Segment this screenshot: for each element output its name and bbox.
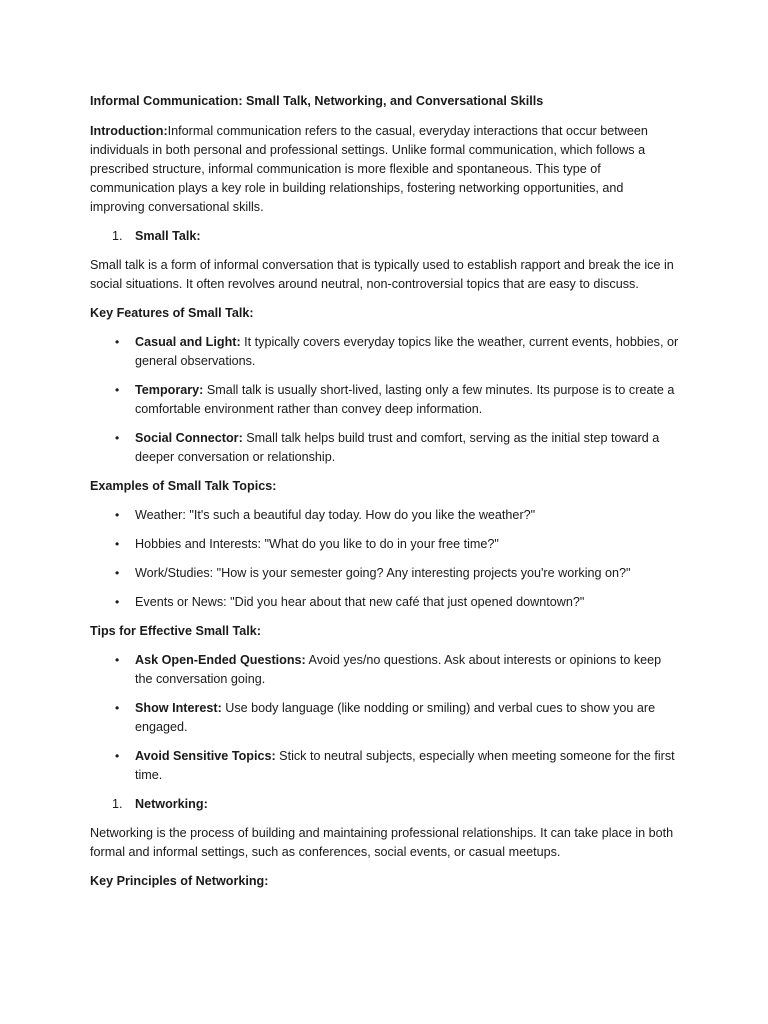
- item-text: Work/Studies: "How is your semester going? Any interesting projects you're working on?": [135, 566, 631, 580]
- section-small-talk-heading: [90, 227, 680, 246]
- item-term: Avoid Sensitive Topics:: [135, 749, 276, 763]
- list-item: [90, 506, 680, 525]
- tips-heading: Tips for Effective Small Talk:: [90, 624, 261, 638]
- item-text: Small talk helps build trust and comfort, serving as the initial step toward a deeper conversation or relationship.: [135, 431, 660, 464]
- networking-paragraph: Networking is the process of building and maintaining professional relationships. It can take place in both formal and informal settings, such as conferences, social events, or casual meetups.: [90, 826, 674, 859]
- item-text: Weather: "It's such a beautiful day today. How do you like the weather?": [135, 508, 536, 522]
- list-item: [90, 747, 680, 785]
- list-item: [90, 429, 680, 467]
- list-item: [90, 651, 680, 689]
- small-talk-paragraph: Small talk is a form of informal conversation that is typically used to establish rapport and break the ice in social situations. It often revolves around neutral, non-controversial topics that are easy to discuss.: [90, 258, 674, 291]
- examples-heading: Examples of Small Talk Topics:: [90, 479, 277, 493]
- item-term: Social Connector:: [135, 431, 243, 445]
- intro-label: Introduction:: [90, 124, 168, 138]
- bullet-icon: •: [115, 566, 120, 580]
- bullet-icon: •: [115, 537, 120, 551]
- list-item: [90, 333, 680, 371]
- item-text: Events or News: "Did you hear about that new café that just opened downtown?": [135, 595, 585, 609]
- list-item: [90, 593, 680, 612]
- bullet-icon: •: [115, 335, 120, 349]
- item-term: Casual and Light:: [135, 335, 241, 349]
- item-text: Small talk is usually short-lived, lasting only a few minutes. Its purpose is to create a comfortable environment rather than convey deep information.: [135, 383, 675, 416]
- bullet-icon: •: [115, 749, 120, 763]
- document-title: Informal Communication: Small Talk, Networking, and Conversational Skills: [90, 94, 544, 108]
- bullet-icon: •: [115, 595, 120, 609]
- list-number: 1.: [112, 797, 123, 811]
- item-text: It typically covers everyday topics like the weather, current events, hobbies, or general observations.: [135, 335, 679, 368]
- item-term: Ask Open-Ended Questions:: [135, 653, 306, 667]
- item-text: Use body language (like nodding or smiling) and verbal cues to show you are engaged.: [135, 701, 656, 734]
- examples-list: [90, 506, 680, 612]
- section-label: Networking:: [135, 797, 208, 811]
- bullet-icon: •: [115, 383, 120, 397]
- list-item: [90, 381, 680, 419]
- section-networking-heading: [90, 795, 680, 814]
- list-item: [90, 699, 680, 737]
- intro-paragraph: [90, 122, 680, 217]
- item-text: Avoid yes/no questions. Ask about interests or opinions to keep the conversation going.: [135, 653, 662, 686]
- bullet-icon: •: [115, 653, 120, 667]
- item-term: Show Interest:: [135, 701, 222, 715]
- item-text: Stick to neutral subjects, especially when meeting someone for the first time.: [135, 749, 675, 782]
- list-number: 1.: [112, 229, 123, 243]
- intro-text: Informal communication refers to the casual, everyday interactions that occur between individuals in both personal and professional settings. Unlike formal communication, which follows a prescribed structure, informal communication is more flexible and spontaneous. This type of communication plays a key role in building relationships, fostering networking opportunities, and improving conversational skills.: [90, 124, 648, 214]
- features-list: [90, 333, 680, 467]
- bullet-icon: •: [115, 431, 120, 445]
- document-page: [90, 92, 680, 901]
- principles-heading: Key Principles of Networking:: [90, 874, 269, 888]
- features-heading: Key Features of Small Talk:: [90, 306, 254, 320]
- item-text: Hobbies and Interests: "What do you like to do in your free time?": [135, 537, 499, 551]
- section-label: Small Talk:: [135, 229, 201, 243]
- bullet-icon: •: [115, 508, 120, 522]
- tips-list: [90, 651, 680, 785]
- list-item: [90, 535, 680, 554]
- bullet-icon: •: [115, 701, 120, 715]
- item-term: Temporary:: [135, 383, 204, 397]
- list-item: [90, 564, 680, 583]
